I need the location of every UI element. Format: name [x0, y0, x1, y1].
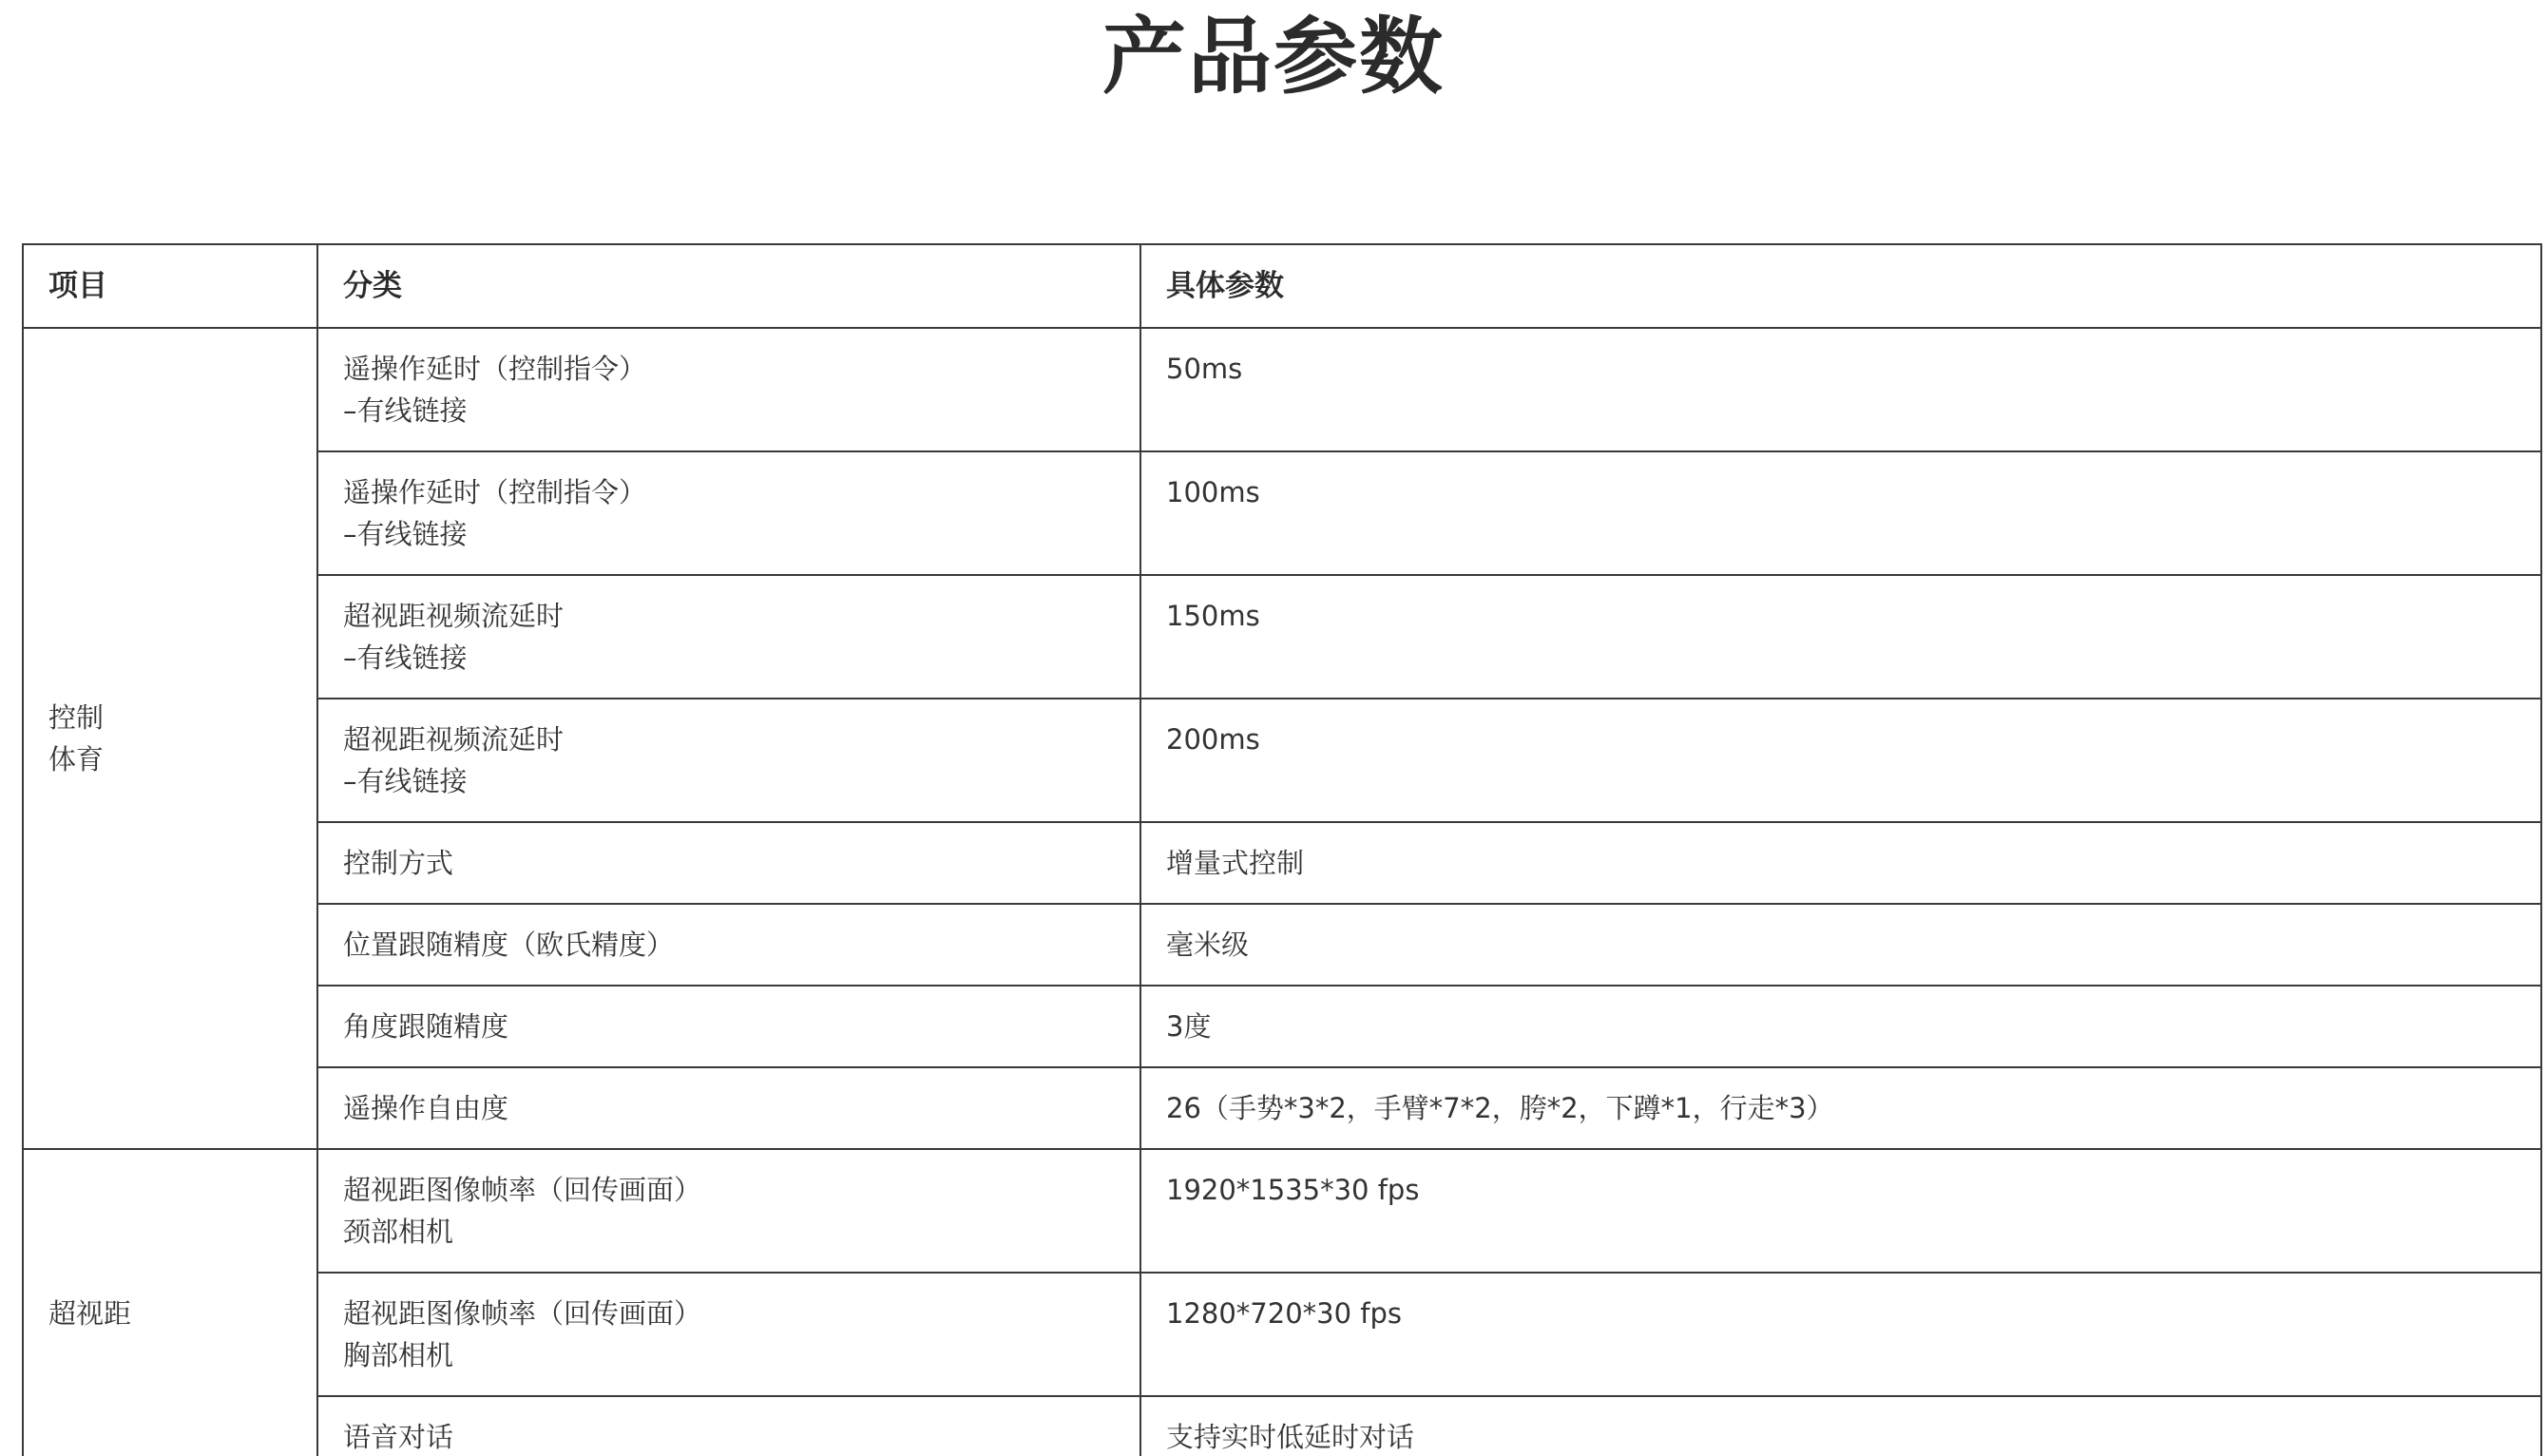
category-line: 遥操作延时（控制指令） — [343, 353, 647, 385]
category-cell — [317, 1149, 1140, 1273]
table-row — [23, 328, 2541, 451]
category-cell — [317, 1273, 1140, 1396]
category-line: 位置跟随精度（欧氏精度） — [343, 929, 675, 961]
group-name-line: 控制 — [48, 701, 105, 734]
group-name-line: 超视距 — [48, 1297, 132, 1330]
table-row — [23, 1067, 2541, 1149]
value-cell: 1280*720*30 fps — [1140, 1273, 2541, 1396]
category-cell — [317, 1396, 1140, 1456]
table-row — [23, 822, 2541, 904]
category-cell — [317, 328, 1140, 451]
value-cell: 150ms — [1140, 575, 2541, 699]
product-params-table — [22, 243, 2542, 1456]
table-header-row — [23, 244, 2541, 328]
value-cell: 26（手势*3*2，手臂*7*2，胯*2，下蹲*1，行走*3） — [1140, 1067, 2541, 1149]
category-cell — [317, 699, 1140, 822]
table-row — [23, 986, 2541, 1067]
table-row — [23, 1273, 2541, 1396]
category-cell — [317, 451, 1140, 575]
value-cell: 3度 — [1140, 986, 2541, 1067]
category-line: 超视距图像帧率（回传画面） — [343, 1174, 702, 1206]
header-value: 具体参数 — [1140, 244, 2541, 328]
table-row — [23, 699, 2541, 822]
category-cell — [317, 904, 1140, 986]
value-cell: 100ms — [1140, 451, 2541, 575]
category-line: 颈部相机 — [343, 1216, 454, 1248]
category-line: 遥操作自由度 — [343, 1092, 509, 1124]
category-line: 角度跟随精度 — [343, 1010, 509, 1043]
category-line: 超视距视频流延时 — [343, 600, 565, 632]
category-line: 胸部相机 — [343, 1339, 454, 1371]
group-cell-beyond-visual-range — [23, 1149, 317, 1456]
value-cell: 50ms — [1140, 328, 2541, 451]
header-category: 分类 — [317, 244, 1140, 328]
value-cell: 增量式控制 — [1140, 822, 2541, 904]
category-line: 遥操作延时（控制指令） — [343, 476, 647, 508]
value-cell: 1920*1535*30 fps — [1140, 1149, 2541, 1273]
category-cell — [317, 575, 1140, 699]
table-row — [23, 904, 2541, 986]
value-cell: 毫米级 — [1140, 904, 2541, 986]
category-cell — [317, 986, 1140, 1067]
table-row — [23, 1396, 2541, 1456]
category-line: 语音对话 — [343, 1421, 454, 1453]
category-cell — [317, 1067, 1140, 1149]
category-line: –有线链接 — [343, 518, 468, 550]
category-cell — [317, 822, 1140, 904]
category-line: 超视距图像帧率（回传画面） — [343, 1297, 702, 1330]
category-line: 控制方式 — [343, 847, 454, 879]
value-cell: 支持实时低延时对话 — [1140, 1396, 2541, 1456]
category-line: –有线链接 — [343, 642, 468, 674]
table-row — [23, 575, 2541, 699]
group-cell-control — [23, 328, 317, 1149]
header-item: 项目 — [23, 244, 317, 328]
category-line: –有线链接 — [343, 394, 468, 427]
table-row — [23, 451, 2541, 575]
value-cell: 200ms — [1140, 699, 2541, 822]
group-name-line: 体育 — [48, 743, 105, 776]
table-row — [23, 1149, 2541, 1273]
page-title: 产品参数 — [1101, 8, 1445, 105]
category-line: 超视距视频流延时 — [343, 723, 565, 756]
category-line: –有线链接 — [343, 765, 468, 797]
